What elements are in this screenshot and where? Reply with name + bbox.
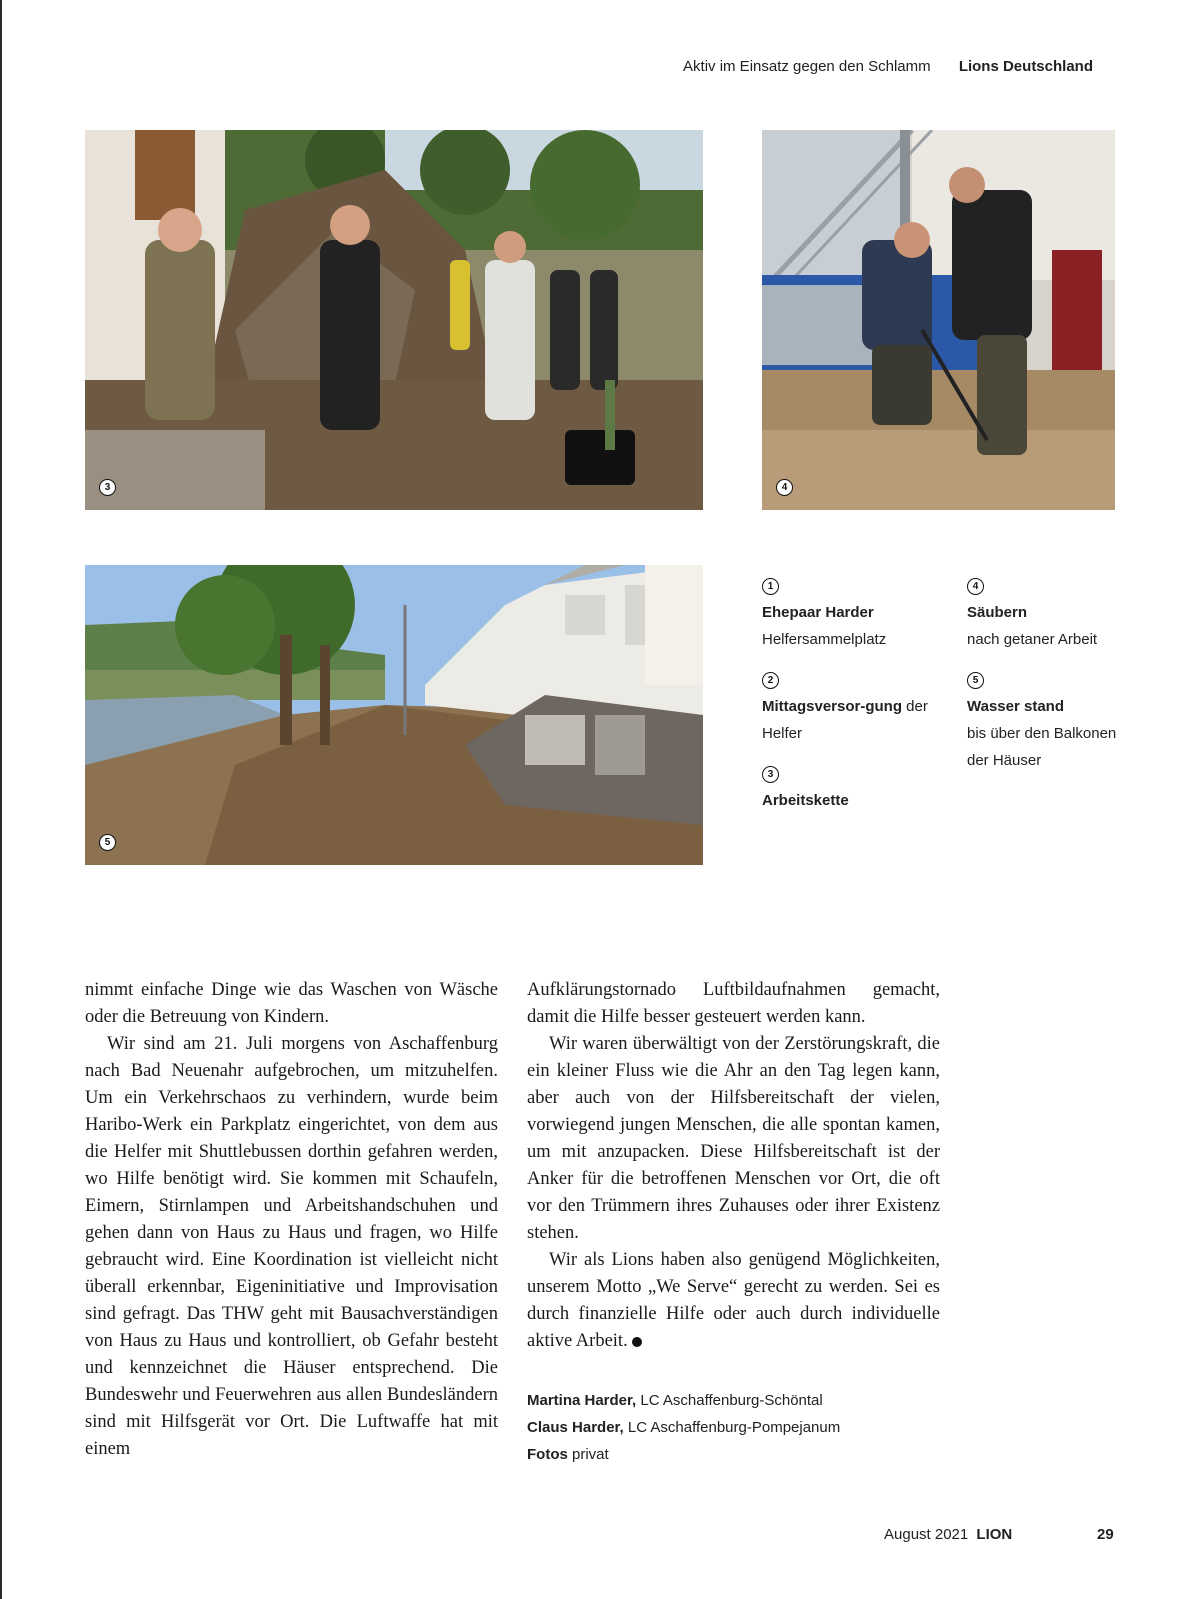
- caption-number-badge: 3: [762, 766, 779, 783]
- caption-number-badge: 5: [967, 672, 984, 689]
- credit-line: [527, 1414, 840, 1441]
- issue-date: August 2021: [884, 1526, 969, 1543]
- article-paragraph: Aufklärungstornado Luftbildaufnahmen gemacht, damit die Hilfe besser gesteuert werden kann.: [527, 980, 940, 1027]
- section-brand: Lions Deutschland: [958, 58, 1093, 75]
- magazine-name: LION: [976, 1526, 1013, 1543]
- caption-title: Arbeitskette: [762, 792, 849, 809]
- credit-name: Fotos: [527, 1446, 568, 1463]
- photo-cleaning: [762, 130, 1115, 510]
- credit-detail: LC Aschaffenburg-Pompejanum: [623, 1419, 841, 1436]
- credit-name: Claus Harder,: [527, 1419, 624, 1436]
- section-kicker: Aktiv im Einsatz gegen den Schlamm: [683, 58, 931, 75]
- caption-number-badge: 1: [762, 578, 779, 595]
- caption-title: Ehepaar Harder: [762, 604, 874, 621]
- caption-number-badge: 4: [967, 578, 984, 595]
- photo-cleaning-image: [762, 130, 1115, 510]
- caption-title: Wasser stand: [967, 698, 1064, 715]
- author-credits: [527, 1387, 840, 1468]
- caption-column-right: [967, 578, 1127, 793]
- article-last-paragraph: [527, 1247, 940, 1355]
- caption-text: nach getaner Arbeit: [967, 631, 1098, 648]
- article-paragraph: Wir waren überwältigt von der Zerstörungskraft, die ein kleiner Fluss wie die Ahr an den Tag legen kann, aber auch von der Hilfsbereitschaft der vielen, vorwiegend jungen Menschen, die alle spontan kamen, um mit anzupacken. Diese Hilfsbereitschaft ist der Anker für die betroffenen Menschen vor Ort, die oft vor den Trümmern ihres Zuhauses oder ihrer Existenz stehen.: [527, 1034, 940, 1243]
- credit-detail: LC Aschaffenburg-Schöntal: [636, 1392, 823, 1409]
- caption-title: Mittagsversor-gung: [762, 698, 903, 715]
- photo-work-chain: [85, 130, 703, 510]
- article-paragraph: nimmt einfache Dinge wie das Waschen von Wäsche oder die Betreuung von Kindern.: [85, 980, 498, 1027]
- running-header: [683, 58, 1093, 75]
- photo-number-badge: 3: [99, 479, 116, 496]
- photo-number-badge: 4: [776, 479, 793, 496]
- footer-issue: [884, 1526, 1012, 1543]
- caption-2: [762, 672, 952, 747]
- caption-text: bis über den Balkonen der Häuser: [967, 725, 1117, 769]
- caption-3: [762, 766, 952, 814]
- caption-1: [762, 578, 952, 653]
- credit-line: [527, 1387, 840, 1414]
- caption-text: der Helfer: [762, 698, 928, 742]
- photo-work-chain-image: [85, 130, 703, 510]
- credit-name: Martina Harder,: [527, 1392, 637, 1409]
- caption-number-badge: 2: [762, 672, 779, 689]
- credit-detail: privat: [567, 1446, 609, 1463]
- credit-line: [527, 1441, 840, 1468]
- photo-flooded-street-image: [85, 565, 703, 865]
- end-mark-icon: [632, 1337, 642, 1347]
- article-column-left: [85, 977, 498, 1463]
- caption-column-left: [762, 578, 952, 833]
- caption-text: Helfersammelplatz: [762, 631, 887, 648]
- article-paragraph: Wir sind am 21. Juli morgens von Aschaffenburg nach Bad Neuenahr aufgebrochen, um mitzuhelfen. Um ein Verkehrschaos zu verhindern, wurde beim Haribo-Werk ein Parkplatz eingerichtet, von dem aus die Helfer mit Shuttlebussen dorthin gefahren werden, wo Hilfe benötigt wird. Sie kommen mit Schaufeln, Eimern, Stirnlampen und Arbeitshandschuhen und gehen dann von Haus zu Haus und fragen, wo Hilfe gebraucht wird. Eine Koordination ist vielleicht nicht überall erkennbar, Eigeninitiative und Improvisation sind gefragt. Das THW geht mit Bausachverständigen von Haus zu Haus und kontrolliert, ob Gefahr besteht und kennzeichnet die Häuser entsprechend. Die Bundeswehr und Feuerwehren aus allen Bundesländern sind mit Hilfsgerät vor Ort. Die Luftwaffe hat mit einem: [85, 1034, 498, 1459]
- article-paragraph-text: Wir als Lions haben also genügend Möglichkeiten, unserem Motto „We Serve“ gerecht zu werden. Sei es durch finanzielle Hilfe oder auch durch individuelle aktive Arbeit.: [527, 1250, 940, 1351]
- page-edge-rule: [0, 0, 2, 1599]
- caption-5: [967, 672, 1127, 774]
- photo-number-badge: 5: [99, 834, 116, 851]
- caption-title: Säubern: [967, 604, 1028, 621]
- article-column-right: [527, 977, 940, 1355]
- page-number: 29: [1097, 1526, 1114, 1543]
- photo-flooded-street: [85, 565, 703, 865]
- caption-4: [967, 578, 1127, 653]
